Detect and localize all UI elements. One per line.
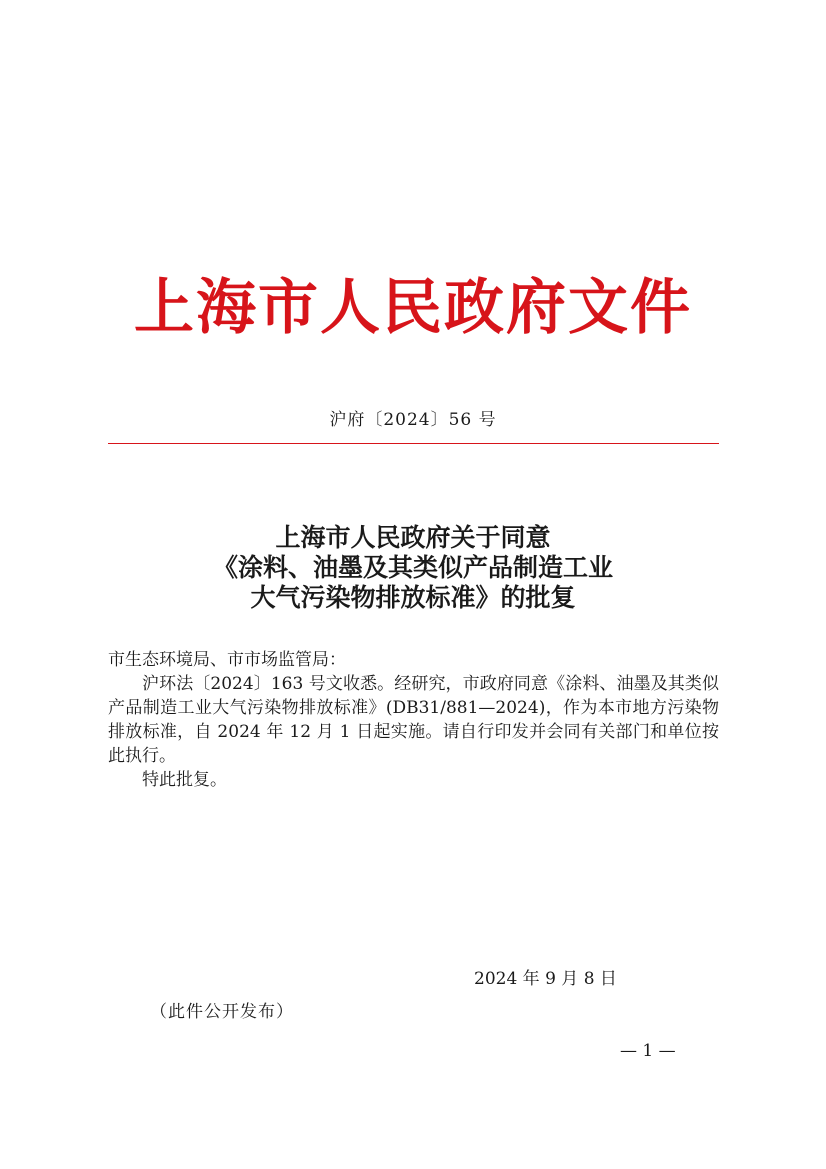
issue-date: 2024 年 9 月 8 日	[474, 969, 617, 989]
title-line-3: 大气污染物排放标准》的批复	[250, 583, 576, 612]
page-number: — 1 —	[620, 1041, 676, 1061]
title-line-1: 上海市人民政府关于同意	[275, 523, 551, 552]
document-number: 沪府〔2024〕56 号	[329, 410, 497, 430]
document-masthead: 上海市人民政府文件	[134, 273, 692, 343]
document-title	[0, 523, 826, 613]
salutation: 市生态环境局、市市场监管局：	[108, 650, 346, 670]
body-paragraph-1: 沪环法〔2024〕163 号文收悉。经研究，市政府同意《涂料、油墨及其类似产品制造工业大气污染物排放标准》(DB31/881—2024)，作为本市地方污染物排放标准，自 2024 年 12 月 1 日起实施。请自行印发并会同有关部门和单位按此执行。	[108, 674, 719, 766]
red-separator-line	[108, 443, 719, 444]
document-body	[108, 648, 719, 792]
publication-note: （此件公开发布）	[150, 1002, 294, 1022]
title-line-2: 《涂料、油墨及其类似产品制造工业	[212, 553, 613, 582]
body-paragraph-2: 特此批复。	[142, 770, 227, 790]
